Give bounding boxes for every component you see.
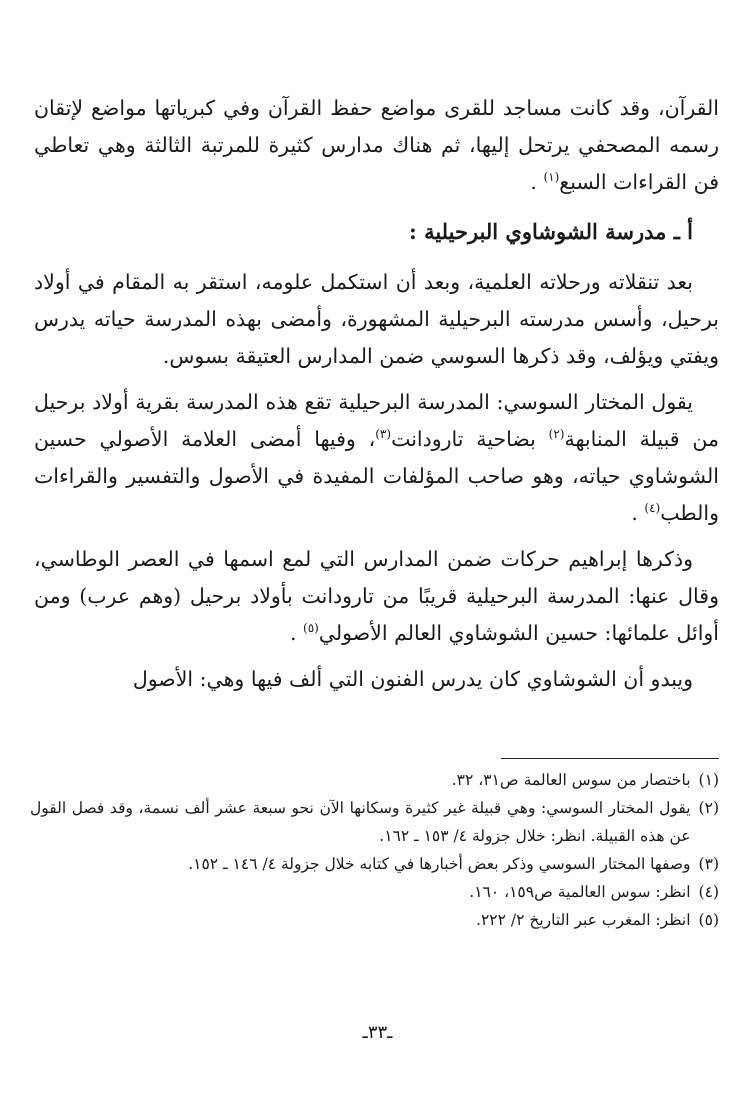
footnote-ref-2[interactable]: (٢) [548, 427, 565, 442]
footnote-text: باختصار من سوس العالمة ص٣١، ٣٢. [451, 771, 691, 789]
footnote-number: (٢) [698, 799, 719, 817]
footnote-number: (٥) [698, 911, 719, 929]
paragraph-3-end: . [631, 501, 645, 525]
paragraph-3-text-a: يقول المختار السوسي: المدرسة البرحيلية تقع هذه المدرسة بقرية أولاد برحيل من قبيلة المنابهة [34, 390, 719, 451]
footnote-text: انظر: المغرب عبر التاريخ ٢/ ٢٢٢. [476, 911, 691, 929]
footnote-item [30, 850, 719, 878]
paragraph-1-end: . [530, 170, 544, 194]
footnote-separator [501, 758, 719, 759]
paragraph-4 [34, 541, 719, 652]
footnote-item [30, 906, 719, 934]
paragraph-1-text: القرآن، وقد كانت مساجد للقرى مواضع حفظ القرآن وفي كبرياتها مواضع لإتقان رسمه المصحفي يرتحل إليها، ثم هناك مدارس كثيرة للمرتبة الثالثة وهي تعاطي فن القراءات السبع [34, 96, 719, 194]
paragraph-3-text-b: بضاحية تارودانت [391, 427, 549, 451]
footnote-item [30, 766, 719, 794]
footnote-number: (٤) [698, 883, 719, 901]
footnote-number: (٣) [698, 855, 719, 873]
paragraph-5: ويبدو أن الشوشاوي كان يدرس الفنون التي ألف فيها وهي: الأصول [132, 667, 693, 691]
footnote-ref-5[interactable]: (٥) [303, 621, 319, 636]
footnote-ref-1[interactable]: (١) [543, 170, 560, 185]
footnote-text: انظر: سوس العالمية ص١٥٩، ١٦٠. [469, 883, 691, 901]
footnote-number: (١) [698, 771, 719, 789]
footnote-ref-3[interactable]: (٣) [375, 427, 392, 442]
paragraph-3 [34, 384, 719, 532]
paragraph-3-text-c: ، وفيها أمضى العلامة الأصولي حسين الشوشاوي حياته، وهو صاحب المؤلفات المفيدة في الأصول والتفسير والقراءات والطب [34, 427, 719, 525]
paragraph-2: بعد تنقلاته ورحلاته العلمية، وبعد أن استكمل علومه، استقر به المقام في أولاد برحيل، وأسس مدرسته البرحيلية المشهورة، وأمضى بهذه المدرسة حياته يدرس ويفتي ويؤلف، وقد ذكرها السوسي ضمن المدارس العتيقة بسوس. [34, 270, 719, 368]
page-number: ـ٣٣ـ [362, 1022, 393, 1043]
paragraph-4-end: . [289, 621, 304, 645]
section-heading: أ ـ مدرسة الشوشاوي البرحيلية : [409, 219, 693, 244]
paragraph-4-text: وذكرها إبراهيم حركات ضمن المدارس التي لمع اسمها في العصر الوطاسي، وقال عنها: المدرسة البرحيلية قريبًا من تارودانت بأولاد برحيل (وهم عرب) ومن أوائل علمائها: حسين الشوشاوي العالم الأصولي [34, 547, 719, 645]
paragraph-1 [34, 90, 719, 201]
footnote-text: وصفها المختار السوسي وذكر بعض أخبارها في كتابه خلال جزولة ٤/ ١٤٦ ـ ١٥٢. [188, 855, 691, 873]
footnote-item [30, 794, 719, 850]
footnote-item [30, 878, 719, 906]
footnote-text: يقول المختار السوسي: وهي قبيلة غير كثيرة وسكانها الآن نحو سبعة عشر ألف نسمة، وقد فصل القول عن هذه القبيلة. انظر: خلال جزولة ٤/ ١٥٣ ـ ١٦٢. [30, 799, 691, 845]
footnotes [30, 766, 719, 934]
footnote-ref-4[interactable]: (٤) [644, 501, 661, 516]
